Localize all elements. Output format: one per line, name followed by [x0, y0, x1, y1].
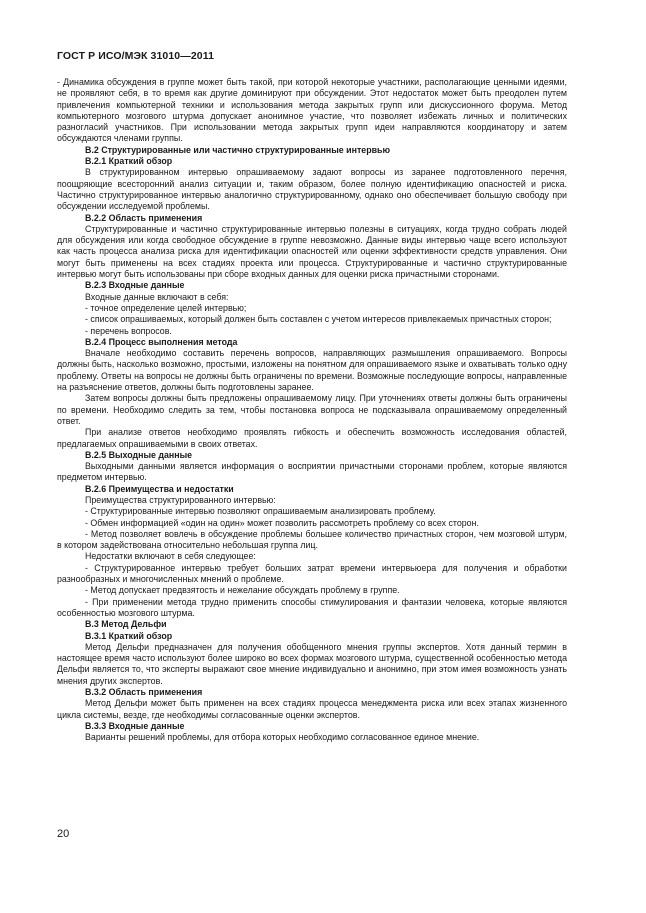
paragraph: - Обмен информацией «один на один» может позволить рассмотреть проблему со всех сторон. — [85, 517, 479, 528]
paragraph: - список опрашиваемых, который должен быть составлен с учетом интересов привлекаемых причастных сторон; — [85, 314, 552, 325]
paragraph: - При применении метода трудно применить способы стимулирования и фантазии человека, которые являются особенностью мозгового штурма. — [57, 596, 567, 618]
section-heading: В.2.1 Краткий обзор — [85, 156, 173, 167]
section-heading: В.2.3 Входные данные — [85, 280, 185, 291]
section-heading: В.2.5 Выходные данные — [85, 449, 193, 460]
section-heading: В.2.2 Область применения — [85, 212, 203, 223]
document-header: ГОСТ Р ИСО/МЭК 31010—2011 — [57, 50, 215, 62]
section-heading: В.2 Структурированные или частично структурированные интервью — [85, 144, 391, 155]
section-heading: В.2.4 Процесс выполнения метода — [85, 336, 238, 347]
paragraph: Варианты решений проблемы, для отбора которых необходимо согласованное единое мнение. — [85, 732, 480, 743]
paragraph: Метод Дельфи может быть применен на всех стадиях процесса менеджмента риска или всех этапах жизненного цикла системы, везде, где необходимы согласованные оценки экспертов. — [57, 698, 567, 720]
section-heading: В.3.1 Краткий обзор — [85, 630, 173, 641]
document-body — [57, 77, 567, 744]
section-heading: В.3.2 Область применения — [85, 687, 203, 698]
paragraph: Структурированные и частично структурированные интервью полезны в ситуациях, когда трудно собрать людей для обсуждения или когда свободное обсуждение в группе невозможно. Данные виды интервью чаще всего используют как часть процесса анализа риска для идентификации опасностей или оценки эффективности средств управления. Они могут быть применены на всех стадиях проекта или процесса. Структурированные и частично структурированные интервью могут быть использованы при сборе входных данных для оценки риска причастными сторонами. — [57, 223, 567, 280]
paragraph: Метод Дельфи предназначен для получения обобщенного мнения группы экспертов. Хотя данный термин в настоящее время часто используют более широко во всех формах мозгового штурма, существенной особенностью метода Дельфи является то, что эксперты выражают свое мнение индивидуально и анонимно, при этом имея возможность узнать мнения других экспертов. — [57, 641, 567, 686]
paragraph: - Метод позволяет вовлечь в обсуждение проблемы большее количество причастных сторон, чем мозговой штурм, в котором задействована относительно небольшая группа лиц. — [57, 528, 567, 551]
paragraph: Затем вопросы должны быть предложены опрашиваемому лицу. При уточнениях ответы должны быть ограничены по времени. Необходимо следить за тем, чтобы постановка вопроса не подсказывала опрашиваемому определенный ответ. — [57, 393, 567, 426]
section-heading: В.2.6 Преимущества и недостатки — [85, 483, 234, 494]
paragraph: Преимущества структурированного интервью: — [85, 494, 276, 505]
section-heading: В.3.3 Входные данные — [85, 720, 185, 731]
paragraph: При анализе ответов необходимо проявлять гибкость и обеспечить возможность исследования областей, предлагаемых опрашиваемыми в своих ответах. — [57, 427, 567, 449]
page-number: 20 — [57, 828, 70, 840]
paragraph: - Структурированное интервью требует больших затрат времени интервьюера для получения и обработки разнообразных и многочисленных мнений о проблеме. — [57, 562, 567, 585]
paragraph: В структурированном интервью опрашиваемому задают вопросы из заранее подготовленного перечня, поощряющие всесторонний анализ ситуации и, таким образом, более полную идентификацию опасностей и риска. Частично структурированное интервью аналогично структурированному, однако оно обеспечивает большую свободу при обсуждении исследуемой проблемы. — [57, 167, 567, 212]
paragraph: Вначале необходимо составить перечень вопросов, направляющих размышления опрашиваемого. Вопросы должны быть, насколько возможно, простыми, изложены на понятном для опрашиваемого языке и охватывать только одну проблему. Ответы на вопросы не должны быть ограничены по времени. Возможные последующие вопросы, направленные на разъяснение ответов, должны быть подготовлены заранее. — [57, 348, 567, 393]
paragraph: Недостатки включают в себя следующее: — [85, 551, 256, 562]
section-heading: В.3 Метод Дельфи — [85, 619, 167, 630]
paragraph: Входные данные включают в себя: — [85, 291, 229, 302]
paragraph: - перечень вопросов. — [85, 325, 172, 336]
paragraph: Выходными данными является информация о восприятии причастными сторонами проблем, которые являются предметом интервью. — [57, 461, 567, 483]
paragraph: - Динамика обсуждения в группе может быть такой, при которой некоторые участники, располагающие ценными идеями, не проявляют себя, в то время как другие доминируют при обсуждении. Этот недостаток может быть преодолен путем привлечения компьютерной техники и использования метода закрытых групп или дискуссионного форума. Метод компьютерного мозгового штурма допускает анонимное участие, что позволяет избежать личных и политических разногласий участников. При использовании метода закрытых групп идеи направляются координатору и затем обсуждаются членами группы. — [57, 77, 567, 144]
paragraph: - точное определение целей интервью; — [85, 302, 247, 313]
paragraph: - Структурированные интервью позволяют опрашиваемым анализировать проблему. — [85, 506, 436, 517]
paragraph: - Метод допускает предвзятость и нежелание обсуждать проблему в группе. — [85, 585, 400, 596]
